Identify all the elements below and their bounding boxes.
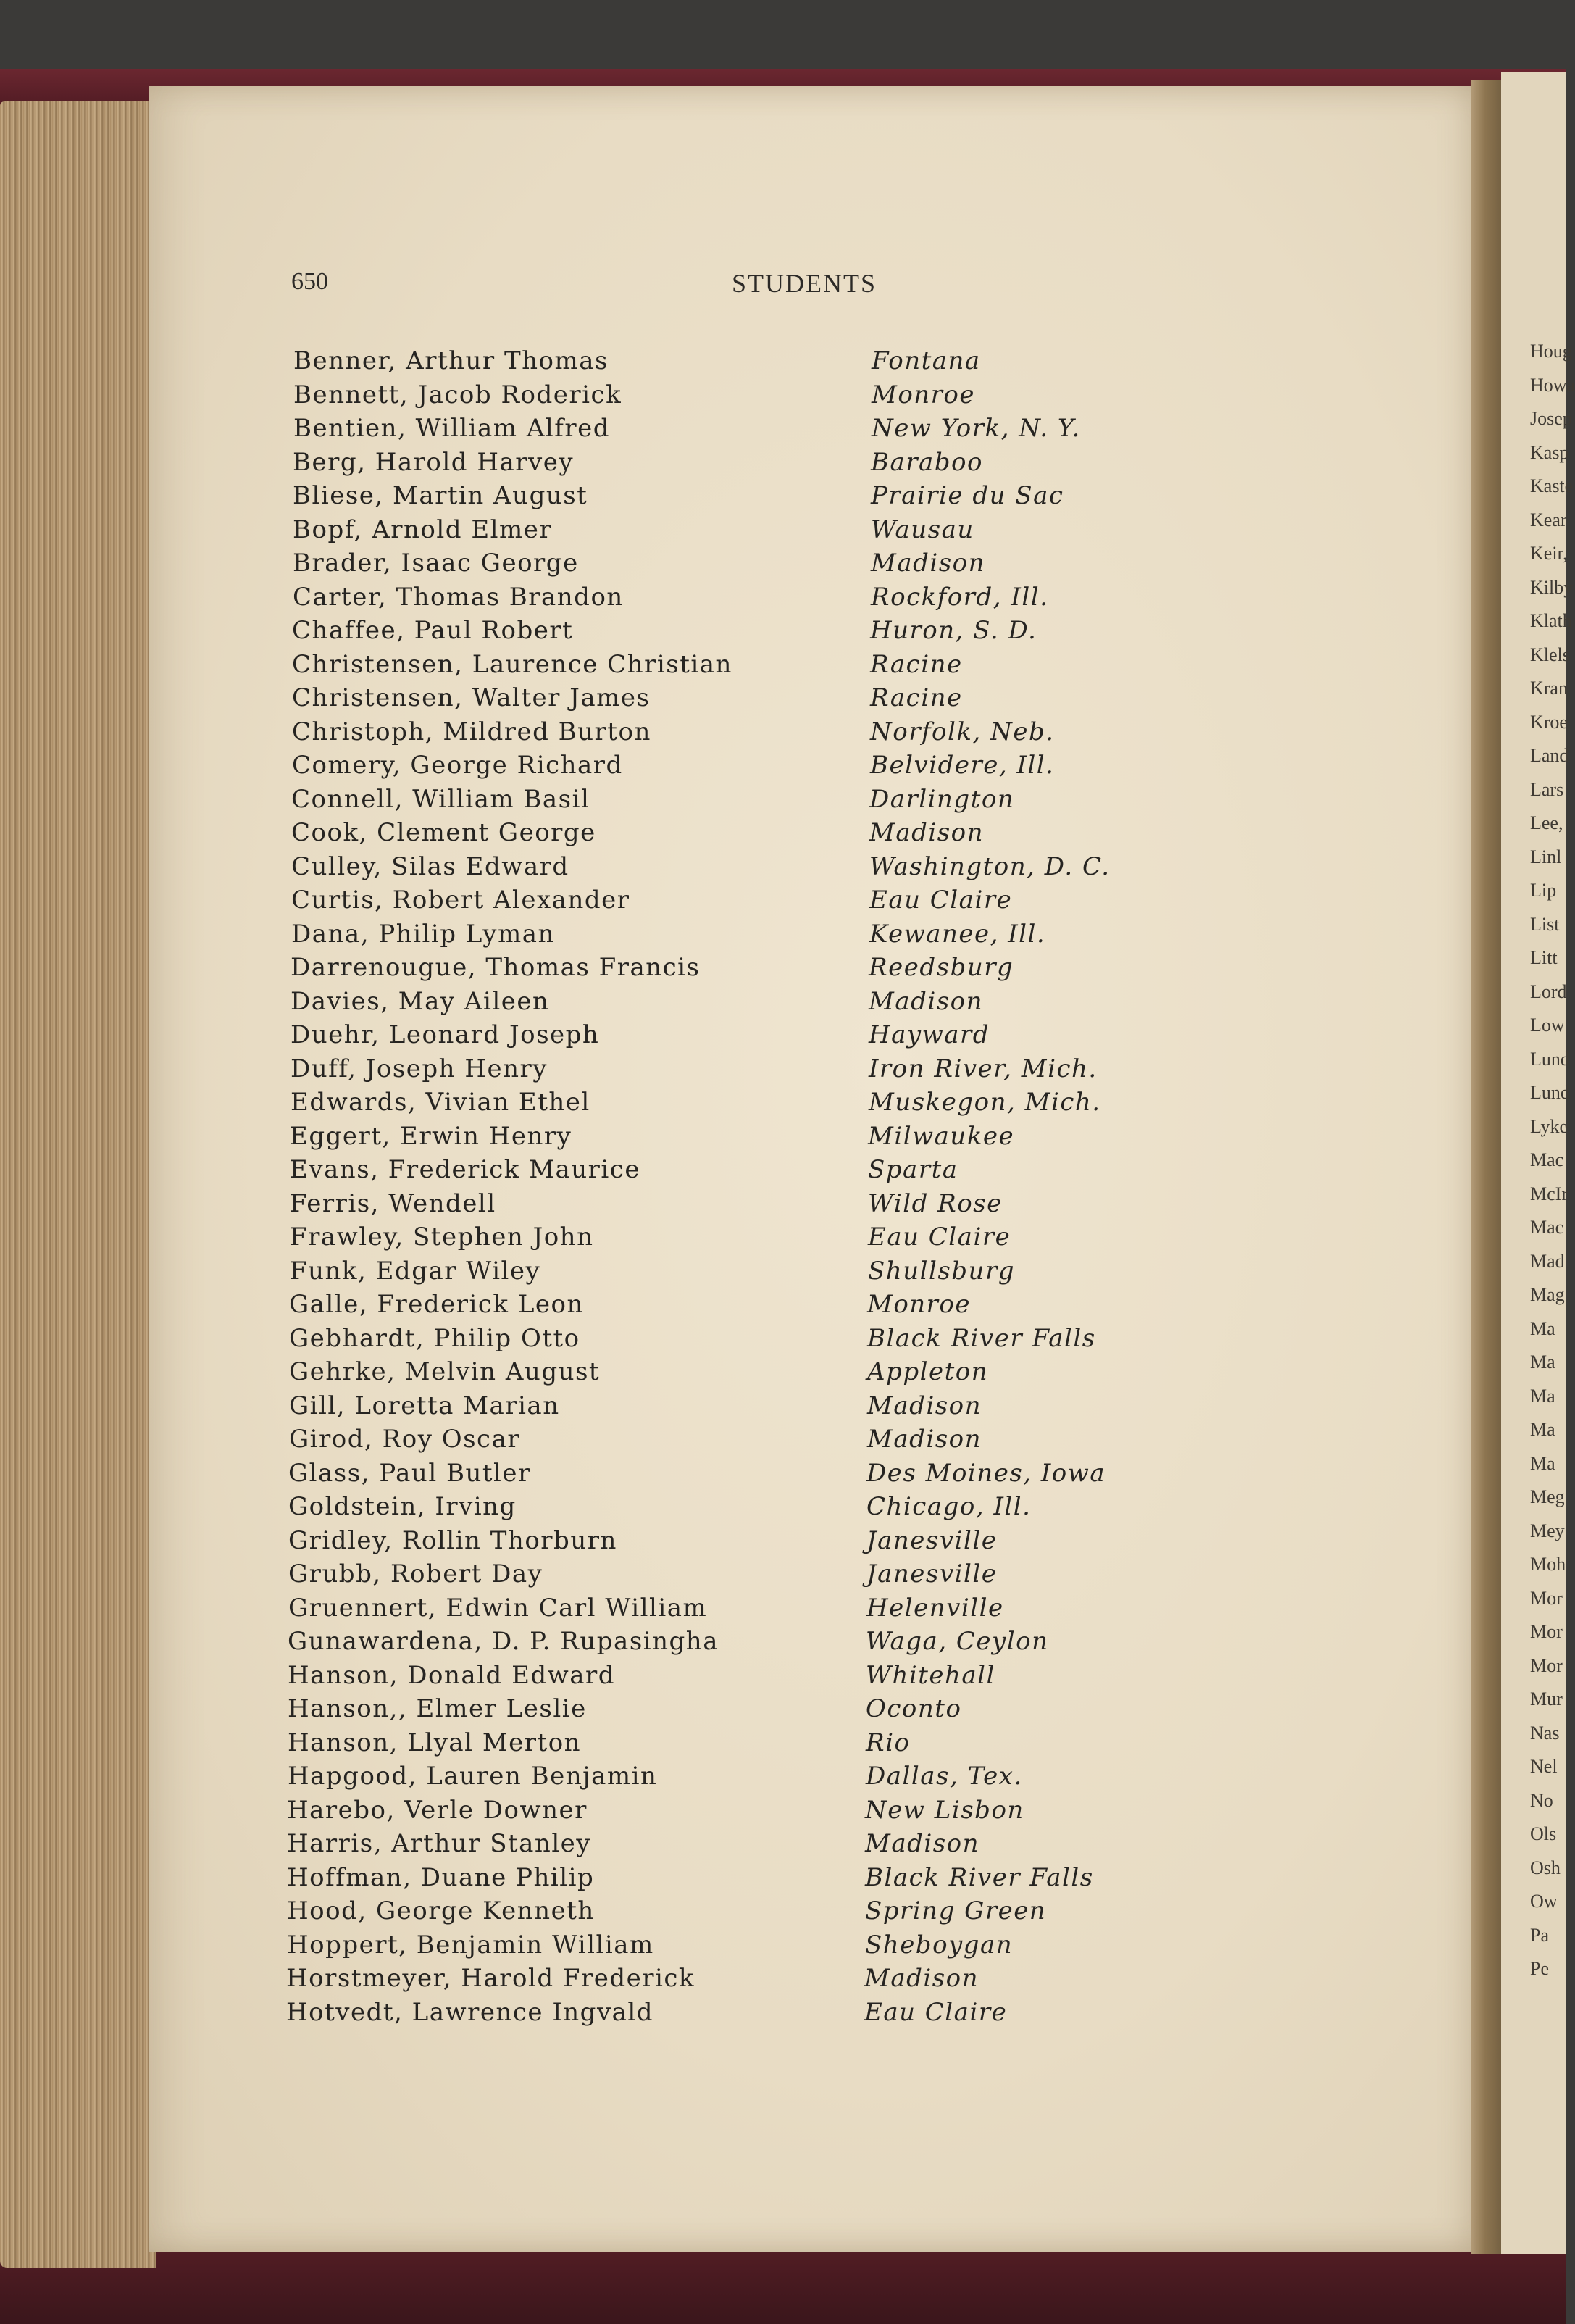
student-name: Dana, Philip Lyman (291, 919, 555, 949)
student-name: Cook, Clement George (291, 818, 596, 847)
student-name: Harebo, Verle Downer (287, 1795, 588, 1825)
facing-page-text: McIr (1530, 1183, 1568, 1204)
student-hometown: Monroe (867, 1290, 972, 1319)
student-hometown: Eau Claire (864, 1997, 1008, 2027)
facing-page-text: Kaste (1530, 475, 1574, 496)
student-name: Gehrke, Melvin August (289, 1357, 601, 1386)
student-hometown: Wausau (871, 515, 974, 544)
facing-page-text: Mor (1530, 1654, 1563, 1676)
student-name: Gruennert, Edwin Carl William (288, 1593, 708, 1623)
student-hometown: Shullsburg (868, 1256, 1015, 1286)
student-hometown: New Lisbon (865, 1795, 1024, 1825)
student-name: Eggert, Erwin Henry (290, 1121, 572, 1151)
facing-page-text: Klath (1530, 610, 1572, 631)
facing-page-text: Pe (1530, 1958, 1549, 1979)
student-name: Goldstein, Irving (288, 1492, 517, 1521)
student-hometown: Hayward (869, 1020, 990, 1049)
student-hometown: Madison (871, 549, 986, 578)
facing-page-text: Kear (1530, 509, 1567, 530)
facing-page-text: Lord (1530, 980, 1567, 1002)
student-hometown: Chicago, Ill. (866, 1492, 1032, 1521)
student-hometown: Racine (870, 649, 963, 679)
student-name: Hoppert, Benjamin William (287, 1930, 654, 1959)
student-name: Grubb, Robert Day (288, 1559, 543, 1588)
student-name: Benner, Arthur Thomas (293, 346, 609, 375)
student-name: Gebhardt, Philip Otto (289, 1323, 580, 1353)
student-hometown: Madison (865, 1829, 980, 1858)
facing-page-text: Ow (1530, 1891, 1558, 1912)
facing-page-text: Ols (1530, 1823, 1557, 1844)
student-name: Brader, Isaac George (293, 549, 579, 578)
facing-page-text: Lee, (1530, 812, 1563, 833)
student-hometown: Fontana (872, 346, 981, 375)
facing-page-text: Kroe (1530, 711, 1568, 733)
student-hometown: Darlington (869, 784, 1015, 814)
running-head: STUDENTS (732, 269, 877, 298)
student-hometown: Rio (866, 1728, 911, 1757)
facing-page-text: Houg (1530, 341, 1572, 362)
facing-page-text: Ma (1530, 1385, 1555, 1407)
student-hometown: Iron River, Mich. (869, 1054, 1098, 1083)
student-name: Bopf, Arnold Elmer (293, 515, 553, 544)
page-edges (0, 101, 156, 2268)
student-name: Horstmeyer, Harold Frederick (286, 1964, 695, 1993)
facing-page-edge (1501, 72, 1575, 2254)
facing-page-text: Josep (1530, 408, 1572, 429)
student-hometown: Black River Falls (865, 1862, 1094, 1892)
student-name: Gridley, Rollin Thorburn (288, 1525, 617, 1555)
facing-page-text: Land (1530, 745, 1569, 766)
facing-page-text: Lyke (1530, 1115, 1568, 1137)
student-hometown: Muskegon, Mich. (869, 1088, 1101, 1117)
student-hometown: Spring Green (865, 1896, 1047, 1925)
student-hometown: Monroe (872, 380, 976, 409)
student-hometown: Reedsburg (869, 953, 1014, 982)
student-hometown: Washington, D. C. (869, 851, 1111, 881)
student-name: Girod, Roy Oscar (289, 1425, 521, 1454)
student-name: Ferris, Wendell (290, 1188, 496, 1218)
student-hometown: Madison (864, 1964, 979, 1993)
facing-page-text: Pa (1530, 1924, 1549, 1946)
facing-page-text: Kran (1530, 678, 1568, 699)
student-name: Christensen, Walter James (292, 683, 651, 712)
student-name: Hapgood, Lauren Benjamin (288, 1762, 658, 1791)
student-hometown: Janesville (866, 1525, 998, 1555)
facing-page-text: Mor (1530, 1587, 1563, 1609)
page-number: 650 (291, 268, 328, 295)
student-name: Funk, Edgar Wiley (290, 1256, 541, 1286)
student-hometown: Rockford, Ill. (871, 582, 1049, 612)
student-name: Hotvedt, Lawrence Ingvald (286, 1997, 654, 2027)
student-name: Hanson, Llyal Merton (288, 1728, 582, 1757)
facing-page-text: Lund (1530, 1082, 1570, 1103)
student-name: Gunawardena, D. P. Rupasingha (288, 1627, 719, 1656)
student-name: Connell, William Basil (291, 784, 590, 814)
facing-page-text: Low (1530, 1015, 1565, 1036)
facing-page-text: Mag (1530, 1284, 1565, 1305)
facing-page-text: Meg (1530, 1486, 1565, 1507)
student-hometown: Eau Claire (869, 886, 1013, 915)
student-hometown: Racine (870, 683, 963, 712)
student-name: Berg, Harold Harvey (293, 447, 575, 477)
student-hometown: Norfolk, Neb. (870, 717, 1055, 746)
facing-page-text: Osh (1530, 1857, 1561, 1878)
student-hometown: Black River Falls (867, 1323, 1096, 1353)
student-name: Bliese, Martin August (293, 481, 588, 510)
facing-page-text: No (1530, 1789, 1553, 1811)
facing-page-text: Kasp (1530, 441, 1569, 463)
student-name: Christoph, Mildred Burton (292, 717, 651, 746)
student-hometown: Madison (869, 986, 984, 1016)
student-name: Hoffman, Duane Philip (287, 1862, 595, 1892)
student-hometown: Milwaukee (868, 1121, 1015, 1151)
facing-page-text: Kilby (1530, 576, 1574, 598)
student-name: Glass, Paul Butler (288, 1458, 531, 1488)
facing-page-text: Lund (1530, 1048, 1570, 1070)
student-name: Evans, Frederick Maurice (290, 1155, 640, 1184)
student-hometown: Des Moines, Iowa (866, 1458, 1106, 1488)
student-name: Duff, Joseph Henry (291, 1054, 548, 1083)
student-name: Gill, Loretta Marian (289, 1391, 560, 1420)
student-hometown: Madison (869, 818, 985, 847)
student-hometown: Kewanee, Ill. (869, 919, 1046, 949)
facing-page-text: Linl (1530, 846, 1562, 867)
student-name: Edwards, Vivian Ethel (291, 1088, 590, 1117)
facing-page-text: Mac (1530, 1149, 1564, 1170)
facing-page-text: Nel (1530, 1756, 1558, 1777)
student-hometown: Waga, Ceylon (866, 1627, 1049, 1656)
facing-page-text: Ma (1530, 1419, 1555, 1440)
student-hometown: Eau Claire (868, 1223, 1011, 1251)
facing-page-text: Lars (1530, 778, 1564, 800)
student-name: Duehr, Leonard Joseph (291, 1020, 600, 1049)
facing-page-text: Mor (1530, 1621, 1563, 1642)
student-hometown: Whitehall (866, 1660, 995, 1690)
student-name: Bentien, William Alfred (293, 414, 610, 443)
facing-page-text: Lip (1530, 880, 1557, 901)
facing-page-text: Moh (1530, 1554, 1566, 1575)
student-hometown: Belvidere, Ill. (870, 751, 1055, 780)
student-hometown: Madison (867, 1391, 982, 1420)
student-name: Carter, Thomas Brandon (293, 582, 624, 612)
facing-page-text: Ma (1530, 1351, 1555, 1373)
student-name: Bennett, Jacob Roderick (293, 380, 622, 409)
student-hometown: Oconto (866, 1694, 962, 1723)
student-hometown: Madison (867, 1425, 982, 1454)
student-hometown: Prairie du Sac (871, 481, 1064, 510)
facing-page-text: Keir, (1530, 543, 1568, 564)
student-name: Harris, Arthur Stanley (287, 1829, 592, 1858)
student-name: Darrenougue, Thomas Francis (291, 953, 701, 982)
student-hometown: Baraboo (871, 447, 983, 477)
facing-page-text: Mad (1530, 1250, 1565, 1272)
student-name: Galle, Frederick Leon (289, 1290, 584, 1319)
facing-page-text: List (1530, 913, 1560, 935)
student-hometown: Dallas, Tex. (866, 1762, 1023, 1791)
student-name: Comery, George Richard (292, 751, 623, 780)
student-hometown: Sheboygan (865, 1930, 1014, 1959)
student-name: Davies, May Aileen (291, 986, 550, 1016)
facing-page-text: Ma (1530, 1452, 1555, 1474)
student-hometown: Janesville (866, 1559, 998, 1588)
student-hometown: Appleton (867, 1357, 989, 1386)
facing-page-text: Klels (1530, 644, 1570, 665)
student-name: Hanson, Donald Edward (288, 1660, 616, 1690)
student-hometown: Huron, S. D. (870, 616, 1037, 645)
student-hometown: Wild Rose (868, 1188, 1003, 1218)
student-name: Chaffee, Paul Robert (292, 616, 574, 645)
facing-page-text: Mac (1530, 1217, 1564, 1238)
student-name: Frawley, Stephen John (290, 1223, 594, 1251)
student-hometown: New York, N. Y. (872, 414, 1081, 443)
student-hometown: Helenville (866, 1593, 1004, 1623)
facing-page-text: Ma (1530, 1317, 1555, 1339)
student-name: Hood, George Kenneth (287, 1896, 595, 1925)
facing-page-text: Nas (1530, 1722, 1560, 1744)
student-name: Christensen, Laurence Christian (292, 649, 732, 679)
student-hometown: Sparta (868, 1155, 958, 1184)
facing-page-text: Howa (1530, 374, 1575, 396)
student-name: Hanson,, Elmer Leslie (288, 1694, 587, 1723)
facing-page-text: Litt (1530, 947, 1558, 968)
facing-page-text: Mey (1530, 1520, 1565, 1541)
student-name: Curtis, Robert Alexander (291, 886, 630, 915)
facing-page-text: Mur (1530, 1688, 1563, 1709)
student-name: Culley, Silas Edward (291, 851, 569, 881)
